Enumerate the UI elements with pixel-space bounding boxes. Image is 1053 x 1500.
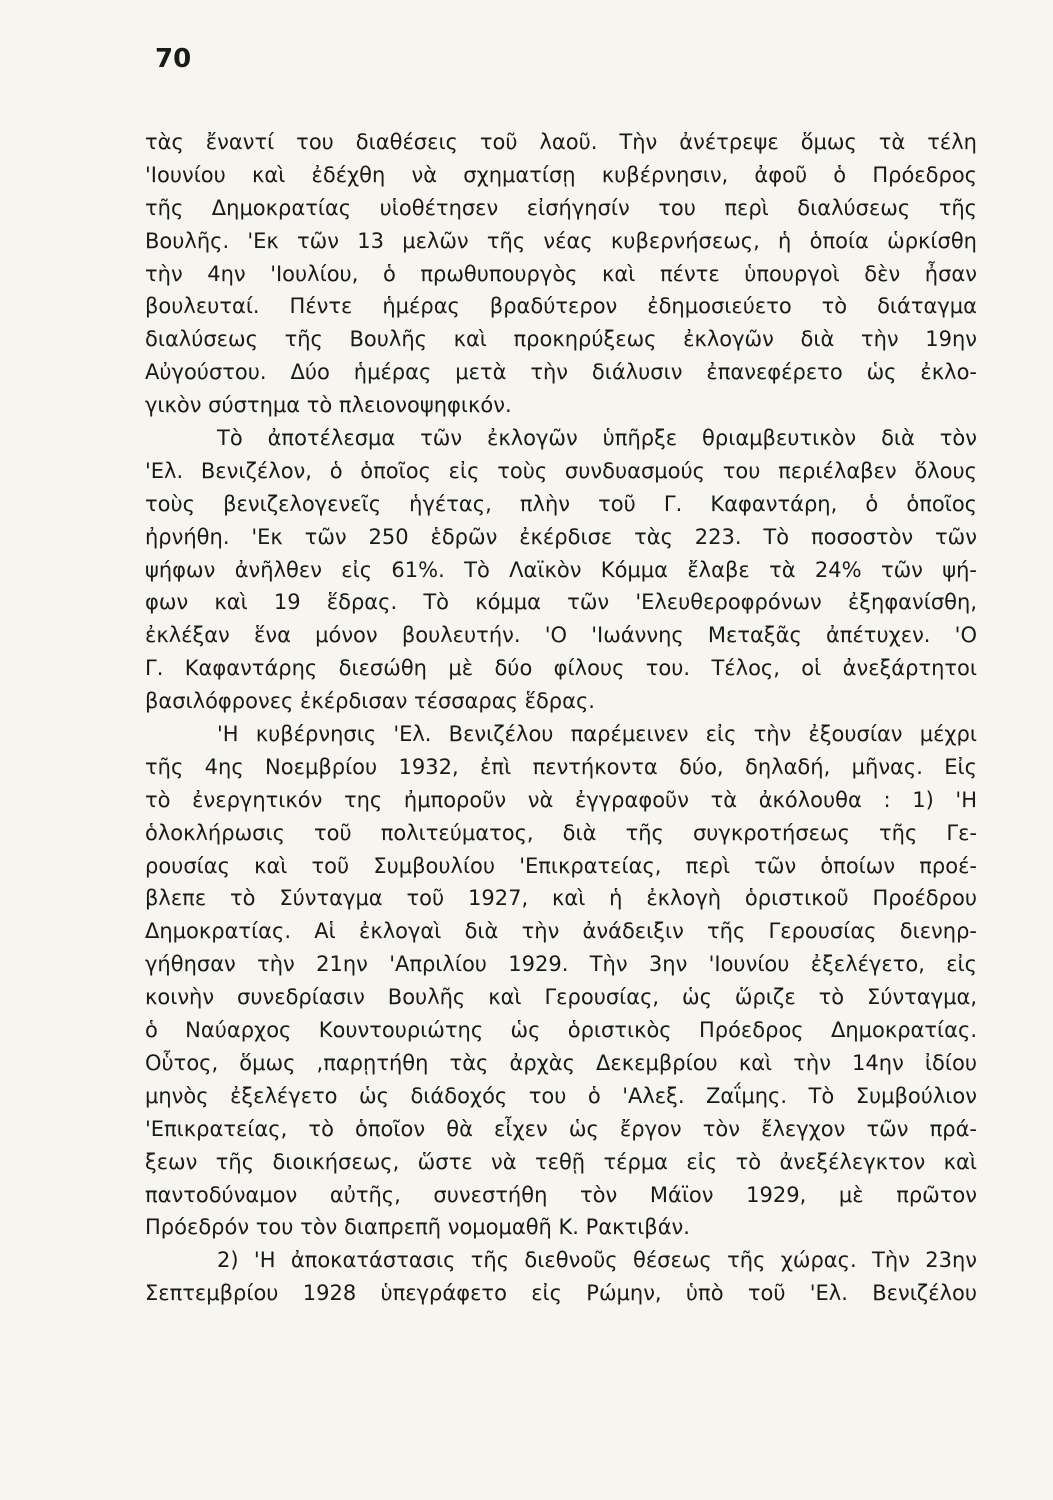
text-line: Αὐγούστου. Δύο ἡμέρας μετὰ τὴν διάλυσιν ἐπανεφέρετο ὡς ἐκλο- — [145, 360, 977, 385]
text-line: τὴν 4ην 'Ιουλίου, ὁ πρωθυπουργὸς καὶ πέντε ὑπουργοὶ δὲν ἦσαν — [145, 261, 977, 286]
text-line: ἐκλέξαν ἕνα μόνον βουλευτήν. 'Ο 'Ιωάννης Μεταξᾶς ἀπέτυχεν. 'Ο — [145, 623, 977, 648]
text-line: Τὸ ἀποτέλεσμα τῶν ἐκλογῶν ὑπῆρξε θριαμβευτικὸν διὰ τὸν — [217, 426, 977, 451]
text-line: τὰς ἔναντί του διαθέσεις τοῦ λαοῦ. Τὴν ἀνέτρεψε ὅμως τὰ τέλη — [145, 130, 977, 154]
text-line: ψήφων ἀνῆλθεν εἰς 61%. Τὸ Λαϊκὸν Κόμμα ἔλαβε τὰ 24% τῶν ψή- — [145, 557, 977, 582]
text-line: γικὸν σύστημα τὸ πλειονοψηφικόν. — [145, 393, 512, 418]
text-line: Βουλῆς. 'Εκ τῶν 13 μελῶν τῆς νέας κυβερνήσεως, ἡ ὁποία ὡρκίσθη — [145, 228, 977, 253]
page-number: 70 — [155, 44, 192, 74]
text-line: ὁλοκλήρωσις τοῦ πολιτεύματος, διὰ τῆς συγκροτήσεως τῆς Γε- — [145, 820, 977, 845]
text-line: γήθησαν τὴν 21ην 'Απριλίου 1929. Τὴν 3ην 'Ιουνίου ἐξελέγετο, εἰς — [145, 952, 977, 977]
text-line: 'Η κυβέρνησις 'Ελ. Βενιζέλου παρέμεινεν εἰς τὴν ἐξουσίαν μέχρι — [217, 722, 977, 747]
text-line: φων καὶ 19 ἕδρας. Τὸ κόμμα τῶν 'Ελευθεροφρόνων ἐξηφανίσθη, — [145, 590, 977, 615]
text-line: 'Ιουνίου καὶ ἐδέχθη νὰ σχηματίσῃ κυβέρνησιν, ἀφοῦ ὁ Πρόεδρος — [145, 162, 977, 187]
text-line: τῆς Δημοκρατίας υἱοθέτησεν εἰσήγησίν του περὶ διαλύσεως τῆς — [145, 195, 977, 220]
text-line: Πρόεδρόν του τὸν διαπρεπῆ νομομαθῆ Κ. Ρακτιβάν. — [145, 1215, 690, 1240]
text-line: κοινὴν συνεδρίασιν Βουλῆς καὶ Γερουσίας, ὡς ὥριζε τὸ Σύνταγμα, — [145, 985, 977, 1010]
body-text — [145, 126, 977, 1310]
text-line: διαλύσεως τῆς Βουλῆς καὶ προκηρύξεως ἐκλογῶν διὰ τὴν 19ην — [145, 327, 977, 352]
text-line: Οὗτος, ὅμως ,παρῃτήθη τὰς ἀρχὰς Δεκεμβρίου καὶ τὴν 14ην ἰδίου — [145, 1050, 977, 1075]
text-line: 2) 'Η ἀποκατάστασις τῆς διεθνοῦς θέσεως τῆς χώρας. Τὴν 23ην — [217, 1248, 977, 1273]
text-line: τὸ ἐνεργητικόν της ἠμποροῦν νὰ ἐγγραφοῦν τὰ ἀκόλουθα : 1) 'Η — [145, 787, 977, 812]
text-line: ὁ Ναύαρχος Κουντουριώτης ὡς ὁριστικὸς Πρόεδρος Δημοκρατίας. — [145, 1018, 977, 1043]
text-line: ἠρνήθη. 'Εκ τῶν 250 ἑδρῶν ἐκέρδισε τὰς 223. Τὸ ποσοστὸν τῶν — [145, 524, 977, 549]
text-line: βουλευταί. Πέντε ἡμέρας βραδύτερον ἐδημοσιεύετο τὸ διάταγμα — [145, 294, 977, 319]
text-line: ρουσίας καὶ τοῦ Συμβουλίου 'Επικρατείας, περὶ τῶν ὁποίων προέ- — [145, 853, 977, 878]
text-line: Σεπτεμβρίου 1928 ὑπεγράφετο εἰς Ρώμην, ὑπὸ τοῦ 'Ελ. Βενιζέλου — [145, 1281, 977, 1306]
text-line: ξεων τῆς διοικήσεως, ὥστε νὰ τεθῇ τέρμα εἰς τὸ ἀνεξέλεγκτον καὶ — [145, 1149, 977, 1174]
text-line: βλεπε τὸ Σύνταγμα τοῦ 1927, καὶ ἡ ἐκλογὴ ὁριστικοῦ Προέδρου — [145, 886, 977, 911]
text-line: 'Ελ. Βενιζέλον, ὁ ὁποῖος εἰς τοὺς συνδυασμούς του περιέλαβεν ὅλους — [145, 458, 977, 483]
text-line: 'Επικρατείας, τὸ ὁποῖον θὰ εἶχεν ὡς ἔργον τὸν ἔλεγχον τῶν πρά- — [145, 1116, 977, 1141]
text-line: παντοδύναμον αὐτῆς, συνεστήθη τὸν Μάϊον 1929, μὲ πρῶτον — [145, 1182, 977, 1207]
text-line: τῆς 4ης Νοεμβρίου 1932, ἐπὶ πεντήκοντα δύο, δηλαδή, μῆνας. Εἰς — [145, 754, 977, 779]
text-line: τοὺς βενιζελογενεῖς ἡγέτας, πλὴν τοῦ Γ. Καφαντάρη, ὁ ὁποῖος — [145, 491, 977, 516]
text-line: Γ. Καφαντάρης διεσώθη μὲ δύο φίλους του. Τέλος, οἱ ἀνεξάρτητοι — [145, 656, 977, 681]
text-line: βασιλόφρονες ἐκέρδισαν τέσσαρας ἕδρας. — [145, 689, 595, 714]
text-line: Δημοκρατίας. Αἱ ἐκλογαὶ διὰ τὴν ἀνάδειξιν τῆς Γερουσίας διενηρ- — [145, 919, 977, 944]
text-line: μηνὸς ἐξελέγετο ὡς διάδοχός του ὁ 'Αλεξ. Ζαΐμης. Τὸ Συμβούλιον — [145, 1083, 977, 1108]
